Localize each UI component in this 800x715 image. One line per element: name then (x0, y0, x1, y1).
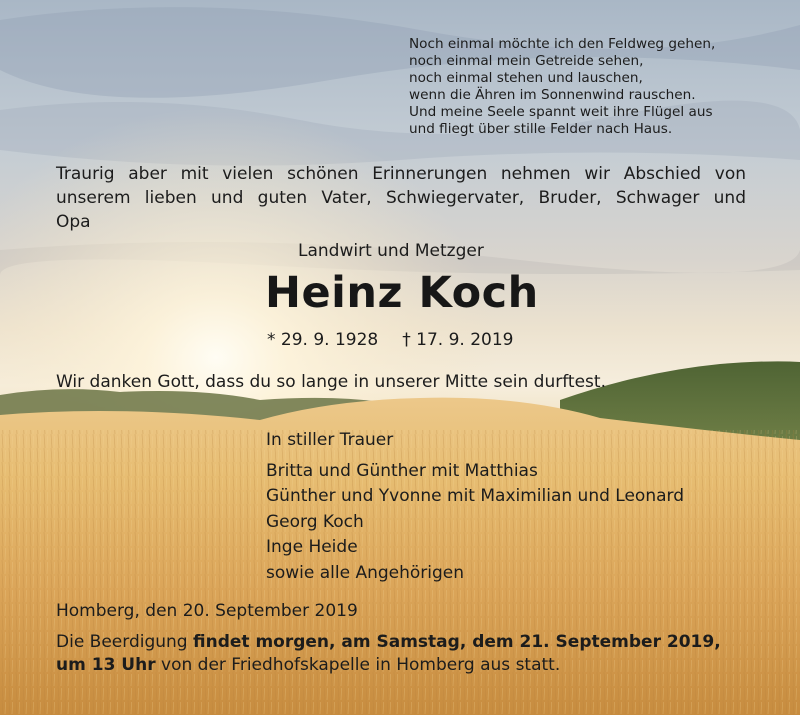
thanks-text: Wir danken Gott, dass du so lange in unserer Mitte sein durftest. (56, 372, 606, 392)
poem-line: Noch einmal möchte ich den Feldweg gehen, (409, 36, 716, 52)
farewell-line: Traurig aber mit vielen schönen Erinnerungen nehmen wir Abschied von (56, 164, 746, 184)
funeral-text: Die Beerdigung (56, 632, 193, 652)
funeral-info (56, 631, 721, 677)
poem-line: Und meine Seele spannt weit ihre Flügel aus (409, 104, 713, 120)
poem-line: noch einmal mein Getreide sehen, (409, 53, 644, 69)
mourner-name: Georg Koch (266, 511, 364, 532)
farewell-text (56, 162, 746, 234)
funeral-line-2 (56, 654, 721, 677)
birth-date: * 29. 9. 1928 (267, 330, 379, 350)
mourner-name: Inge Heide (266, 537, 358, 557)
mourning-intro: In stiller Trauer (266, 430, 394, 450)
profession: Landwirt und Metzger (298, 241, 484, 261)
life-dates (267, 330, 513, 350)
place-date: Homberg, den 20. September 2019 (56, 601, 358, 621)
mourners-list (266, 428, 684, 586)
poem-line: wenn die Ähren im Sonnenwind rauschen. (409, 87, 696, 103)
farewell-line: Opa (56, 212, 91, 232)
mourner-name: sowie alle Angehörigen (266, 562, 465, 583)
death-date: † 17. 9. 2019 (402, 330, 514, 350)
deceased-name: Heinz Koch (265, 268, 539, 318)
mourner-name: Britta und Günther mit Matthias (266, 460, 538, 481)
farewell-line: unserem lieben und guten Vater, Schwiegervater, Bruder, Schwager und (56, 188, 746, 208)
funeral-date: findet morgen, am Samstag, dem 21. September 2019, (193, 632, 721, 652)
funeral-location: von der Friedhofskapelle in Homberg aus statt. (155, 655, 561, 675)
funeral-time: um 13 Uhr (56, 655, 156, 675)
poem-line: und fliegt über stille Felder nach Haus. (409, 121, 673, 137)
funeral-line-1 (56, 631, 721, 654)
poem (409, 36, 715, 138)
mourner-name: Günther und Yvonne mit Maximilian und Leonard (266, 486, 685, 506)
poem-line: noch einmal stehen und lauschen, (409, 70, 643, 86)
